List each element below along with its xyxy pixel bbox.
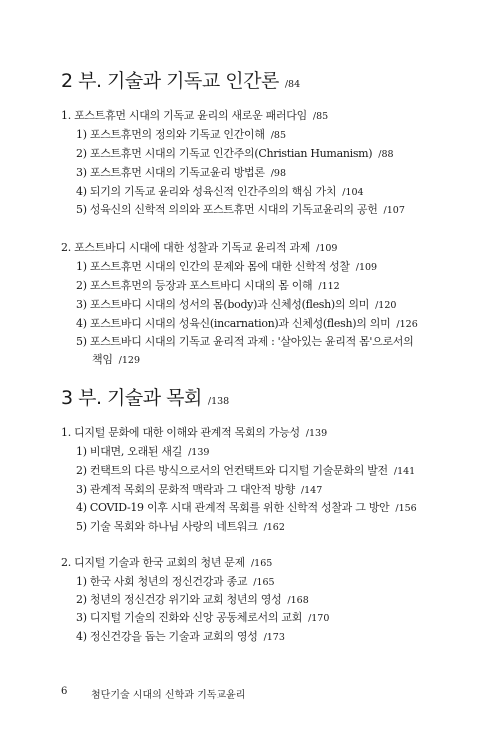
section-entry[interactable]: [76, 279, 340, 294]
chapter-title: 1. 디지털 문화에 대한 이해와 관계적 목회의 가능성: [61, 426, 300, 439]
section-title: 2) 포스트휴먼의 등장과 포스트바디 시대의 몸 이해: [76, 279, 313, 292]
section-title: 1) 포스트휴먼 시대의 인간의 문제와 몸에 대한 신학적 성찰: [76, 260, 350, 273]
footer-book-title: 첨단기술 시대의 신학과 기독교윤리: [91, 690, 246, 701]
section-entry-continuation[interactable]: [92, 353, 140, 368]
section-title: 5) 성육신의 신학적 의의와 포스트휴먼 시대의 기독교윤리의 공헌: [76, 203, 378, 216]
chapter-entry[interactable]: [61, 241, 337, 256]
page-ref: /104: [342, 187, 364, 198]
section-title: 3) 포스트휴먼 시대의 기독교윤리 방법론: [76, 166, 265, 179]
page-ref: /88: [378, 149, 394, 160]
section-title: 3) 디지털 기술의 진화와 신앙 공동체로서의 교회: [76, 611, 303, 624]
chapter-title: 2. 포스트바디 시대에 대한 성찰과 기독교 윤리적 과제: [61, 241, 311, 254]
page-ref: /141: [393, 466, 416, 477]
page-ref: /109: [316, 243, 338, 254]
chapter-entry[interactable]: [61, 426, 327, 441]
page-ref: /112: [318, 281, 340, 292]
section-title: 5) 포스트바디 시대의 기독교 윤리적 과제 : '살아있는 윤리적 몸'으로서의: [76, 335, 414, 348]
page-ref: /120: [375, 300, 397, 311]
page-ref: /84: [284, 79, 301, 90]
page-ref: /162: [263, 522, 285, 533]
section-title: 4) COVID-19 이후 시대 관계적 목회를 위한 신학적 성찰과 그 방안: [76, 501, 390, 514]
page-ref: /165: [250, 558, 273, 569]
section-entry[interactable]: [76, 520, 285, 535]
section-entry[interactable]: [76, 128, 286, 143]
section-title: 4) 포스트바디 시대의 성육신(incarnation)과 신체성(flesh)의 의미: [76, 317, 391, 330]
section-entry[interactable]: [76, 501, 417, 516]
page-ref: /109: [355, 262, 378, 273]
page-ref: /138: [207, 396, 230, 407]
section-title: 1) 한국 사회 청년의 정신건강과 종교: [76, 575, 248, 588]
page-ref: /85: [312, 111, 329, 122]
page-ref: /168: [287, 595, 309, 606]
footer-page-number: 6: [61, 686, 68, 697]
section-entry[interactable]: [76, 335, 413, 349]
page-ref: /98: [270, 168, 286, 179]
section-entry[interactable]: [76, 464, 415, 479]
section-title: 4) 정신건강을 돕는 기술과 교회의 영성: [76, 630, 258, 643]
chapter-entry[interactable]: [61, 556, 272, 571]
section-entry[interactable]: [76, 445, 209, 460]
page-ref: /107: [383, 205, 405, 216]
section-entry[interactable]: [76, 593, 309, 608]
section-entry[interactable]: [76, 575, 275, 590]
page-ref: /129: [118, 355, 140, 366]
section-title: 2) 청년의 정신건강 위기와 교회 청년의 영성: [76, 593, 282, 606]
section-entry[interactable]: [76, 298, 396, 313]
part-heading: [61, 66, 300, 93]
section-title: 2) 포스트휴먼 시대의 기독교 인간주의(Christian Humanism): [76, 147, 373, 160]
chapter-entry[interactable]: [61, 109, 328, 124]
section-title: 1) 포스트휴먼의 정의와 기독교 인간이해: [76, 128, 265, 141]
page-ref: /139: [305, 428, 328, 439]
page-ref: /147: [300, 485, 323, 496]
section-title: 4) 되기의 기독교 윤리와 성육신적 인간주의의 핵심 가치: [76, 185, 337, 198]
section-entry[interactable]: [76, 317, 418, 332]
page-ref: /156: [395, 503, 417, 514]
section-title-continuation: 책임: [92, 353, 113, 366]
section-entry[interactable]: [76, 611, 329, 626]
section-entry[interactable]: [76, 203, 405, 218]
section-entry[interactable]: [76, 147, 394, 162]
page-ref: /165: [253, 577, 275, 588]
section-entry[interactable]: [76, 630, 285, 645]
page-ref: /170: [308, 613, 330, 624]
part-heading: [61, 383, 229, 410]
section-title: 1) 비대면, 오래된 새길: [76, 445, 183, 458]
section-title: 3) 포스트바디 시대의 성서의 몸(body)과 신체성(flesh)의 의미: [76, 298, 370, 311]
page-ref: /173: [263, 632, 285, 643]
section-entry[interactable]: [76, 185, 364, 200]
page-ref: /139: [188, 447, 210, 458]
part-title: 3 부. 기술과 목회: [61, 387, 202, 409]
part-title: 2 부. 기술과 기독교 인간론: [61, 70, 279, 92]
chapter-title: 1. 포스트휴먼 시대의 기독교 윤리의 새로운 패러다임: [61, 109, 307, 122]
chapter-title: 2. 디지털 기술과 한국 교회의 청년 문제: [61, 556, 245, 569]
page-ref: /126: [396, 319, 418, 330]
section-title: 2) 컨택트의 다른 방식으로서의 언컨택트와 디지털 기술문화의 발전: [76, 464, 388, 477]
section-entry[interactable]: [76, 483, 322, 498]
section-title: 5) 기술 목회와 하나님 사랑의 네트워크: [76, 520, 258, 533]
section-entry[interactable]: [76, 260, 377, 275]
section-entry[interactable]: [76, 166, 286, 181]
section-title: 3) 관계적 목회의 문화적 맥락과 그 대안적 방향: [76, 483, 295, 496]
page-ref: /85: [270, 130, 286, 141]
